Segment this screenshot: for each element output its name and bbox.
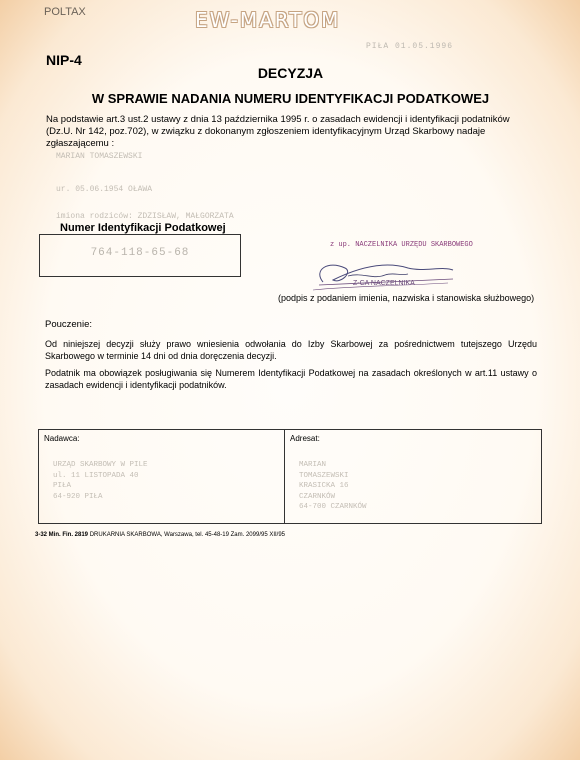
recipient-line: TOMASZEWSKI — [299, 471, 349, 480]
footer-printer: DRUKARNIA SKARBOWA, Warszawa, tel. 45-48-19 Zam. 2099/95 XII/95 — [89, 532, 285, 538]
recipient-section — [285, 430, 541, 523]
sender-section — [39, 430, 285, 523]
notice-heading: Pouczenie: — [45, 319, 93, 330]
intro-text: Na podstawie art.3 ust.2 ustawy z dnia 13 października 1995 r. o zasadach ewidencji i identyfikacji podatników (Dz.U. Nr 142, poz.702), w związku z dokonanym zgłoszeniem identyfikacyjnym Urząd Skarbowy nadaje zgłaszającemu : — [46, 114, 510, 149]
recipient-line: 64-700 CZARNKÓW — [299, 503, 367, 511]
document-title: DECYZJA — [257, 65, 324, 81]
date-stamp: PIŁA 01.05.1996 — [366, 42, 454, 51]
sender-address — [53, 460, 148, 502]
footer-code: 3-32 Min. Fin. 2819 — [35, 532, 89, 538]
source-label: POLTAX — [44, 6, 86, 18]
brand-logo: EW-MARTOM — [195, 8, 341, 32]
signature-stamp-text: Z-CA NACZELNIKA — [353, 280, 415, 287]
notice-paragraph-2: Podatnik ma obowiązek posługiwania się Numerem Identyfikacji Podatkowej na zasadach określonych w art.11 ustawy o zasadach ewidencji i identyfikacji podatników. — [45, 368, 537, 390]
nip-box — [39, 234, 241, 277]
document-subtitle: W SPRAWIE NADANIA NUMERU IDENTYFIKACJI PODATKOWEJ — [91, 91, 490, 106]
form-code: NIP-4 — [46, 52, 82, 68]
taxpayer-parents: imiona rodziców: ZDZISŁAW, MAŁGORZATA — [56, 212, 234, 221]
sender-line: 64-920 PIŁA — [53, 492, 103, 501]
sender-line: ul. 11 LISTOPADA 40 — [53, 471, 139, 480]
sender-line: PIŁA — [53, 482, 72, 490]
office-stamp: z up. NACZELNIKA URZĘDU SKARBOWEGO — [330, 241, 473, 249]
recipient-label: Adresat: — [290, 434, 320, 443]
taxpayer-birth: ur. 05.06.1954 OŁAWA — [56, 185, 153, 194]
document — [35, 40, 543, 730]
taxpayer-name: MARIAN TOMASZEWSKI — [56, 152, 143, 161]
signature-scribble — [293, 250, 463, 295]
print-footer — [35, 532, 285, 538]
sender-label: Nadawca: — [44, 434, 80, 443]
signature-caption: (podpis z podaniem imienia, nazwiska i stanowiska służbowego) — [278, 293, 535, 303]
recipient-address — [299, 460, 367, 513]
nip-value: 764-118-65-68 — [90, 247, 190, 259]
address-box — [38, 429, 542, 524]
recipient-line: MARIAN — [299, 461, 327, 469]
sender-line: URZĄD SKARBOWY W PILE — [53, 461, 148, 469]
nip-label: Numer Identyfikacji Podatkowej — [60, 222, 226, 234]
recipient-line: CZARNKÓW — [299, 492, 336, 501]
notice-paragraph-1: Od niniejszej decyzji służy prawo wniesienia odwołania do Izby Skarbowej za pośrednictwem tutejszego Urzędu Skarbowego w terminie 14 dni od dnia doręczenia decyzji. — [45, 339, 537, 361]
recipient-line: KRASICKA 16 — [299, 482, 349, 490]
